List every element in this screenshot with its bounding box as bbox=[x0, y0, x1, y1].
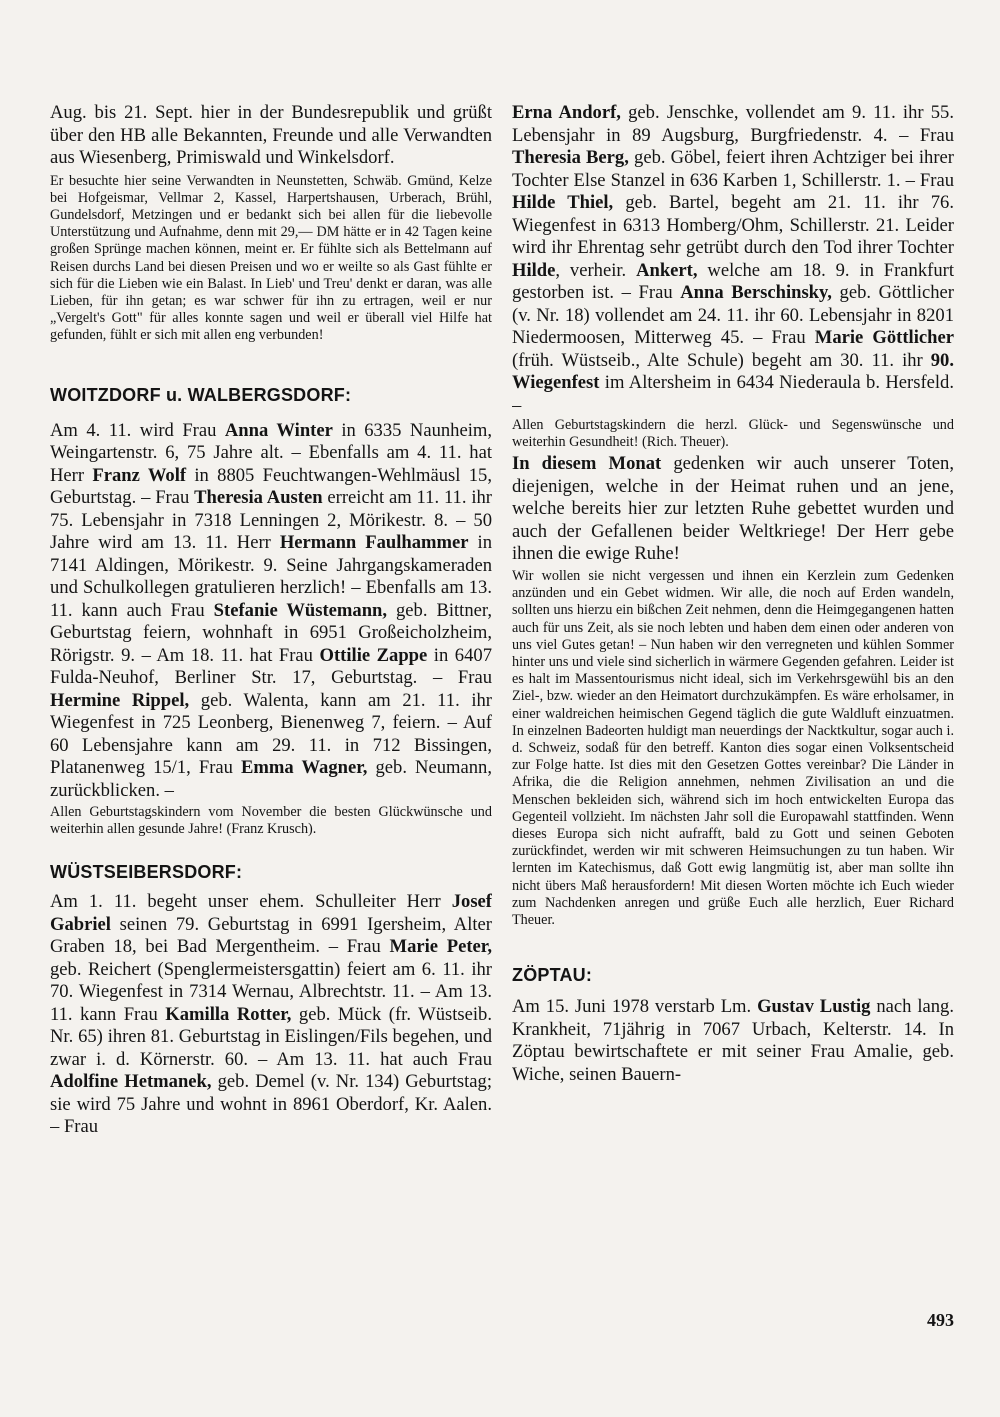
section-heading-woitzdorf: WOITZDORF u. WALBERGSDORF: bbox=[50, 384, 352, 405]
paragraph-continued-birthdays: Erna Andorf, geb. Jenschke, vollendet am 9. 11. ihr 55. Lebensjahr in 89 Augsburg, Burgfriedenstr. 4. – Frau Theresia Berg, geb. Göbel, feiert ihren Achtziger bei ihrer Tochter Else Stanzel in 636 Karben 1, Schillerstr. 1. – Frau Hilde Thiel, geb. Bartel, begeht am 21. 11. ihr 76. Wiegenfest in 6313 Homberg/Ohm, Schillerstr. 21. Leider wird ihr Ehrentag sehr getrübt durch den Tod ihrer Tochter Hilde, verheir. Ankert, welche am 18. 9. in Frankfurt gestorben ist. – Frau Anna Berschinsky, geb. Göttlicher (v. Nr. 18) vollendet am 24. 11. ihr 60. Lebensjahr in 8201 Niedermoosen, Mitterweg 45. – Frau Marie Göttlicher (früh. Wüstseib., Alte Schule) begeht am 30. 11. ihr 90. Wiegenfest im Altersheim in 6434 Niederaula b. Hersfeld. – bbox=[512, 102, 954, 416]
paragraph-woitzdorf-birthdays: Am 4. 11. wird Frau Anna Winter in 6335 Naunheim, Weingartenstr. 6, 75 Jahre alt. – Ebenfalls am 4. 11. hat Herr Franz Wolf in 8805 Feuchtwangen-Wehlmäusl 15, Geburtstag. – Frau Theresia Austen erreicht am 11. 11. ihr 75. Lebensjahr in 7318 Lenningen 2, Mörikestr. 8. – 50 Jahre wird am 13. 11. Herr Hermann Faulhammer in 7141 Aldingen, Mörikestr. 9. Seine Jahrgangskameraden und Schulkollegen gratulieren herzlich! – Ebenfalls am 13. 11. kann auch Frau Stefanie Wüstemann, geb. Bittner, Geburtstag feiern, wohnhaft in 6951 Großeicholzheim, Rörigstr. 9. – Am 18. 11. hat Frau Ottilie Zappe in 6407 Fulda-Neuhof, Berliner Str. 17, Geburtstag. – Frau Hermine Rippel, geb. Walenta, kann am 21. 11. ihr Wiegenfest in 725 Leonberg, Bienenweg 7, feiern. – Auf 60 Lebensjahre kann am 29. 11. in 712 Bissingen, Platanenweg 15/1, Frau Emma Wagner, geb. Neumann, zurückblicken. – bbox=[50, 419, 492, 801]
paragraph-visit: Er besuchte hier seine Verwandten in Neunstetten, Schwäb. Gmünd, Kelze bei Hofgeismar, Vellmar 2, Kassel, Harpertshausen, Urberach, Brühl, Gundelsdorf, Metzingen und er bedankt sich bei allen für die liebevolle Unterstützung und Aufnahme, denn mit 29,— DM hätte er in 42 Tagen keine großen Sprünge machen können, meint er. Er fühlte sich als Bettelmann auf Reisen durchs Land bei diesen Preisen und wo er weilte so als Gast fühlte er sich für die Lieben wie ein Balast. In Lieb' und Treu' denkt er daran, was alle Lieben, für ihn getan; es war schwer für ihn zu ertragen, weil er nur „Vergelt's Gott" für alles konnte sagen und weil er überall viel Hilfe hat gefunden, fühlt er sich mit allen eng verbunden! bbox=[50, 172, 492, 344]
emphasis: In diesem Monat bbox=[512, 453, 662, 475]
paragraph-woitzdorf-greeting: Allen Geburtstagskindern vom November die besten Glückwünsche und weiterhin allen gesunde Jahre! (Franz Krusch). bbox=[50, 804, 492, 838]
paragraph-reflection: Wir wollen sie nicht vergessen und ihnen ein Kerzlein zum Gedenken anzünden und ein Gebet widmen. Wir alle, die noch auf Erden wandeln, sollten uns hierzu ein bißchen Zeit nehmen, denn die Heimgegangenen hatten auch für uns Zeit, als sie noch lebten und haben dem einen oder anderen von uns viel Gutes getan! – Nun haben wir den verregneten und kühlen Sommer hinter uns und viele sind sicherlich in wärmere Gegenden gefahren. Leider ist es halt im Massentourismus nicht ideal, sich im Verkehrsgewühl bis an den Ziel-, bzw. wieder an den Heimatort durchzukämpfen. Es wäre erholsamer, in einer waldreichen heimischen Gegend täglich die gute Waldluft einzuatmen. In einzelnen Badeorten huldigt man neuerdings der Nacktkultur, sogar auch i. d. Schweiz, sodaß für den betreff. Kanton dies sogar einen Volksentscheid zur Folge hatte. Ist dies mit den Gesetzen Gottes vereinbar? Die Länder in Afrika, die die Religion annehmen, nehmen Zivilisation an und die Menschen bekleiden sich, während sich im hoch entwickelten Europa das Gegenteil vollzieht. Im nächsten Jahr soll die Europawahl stattfinden. Wenn dieses Europa sich nicht aufrafft, bald zu Gott und seinen Geboten zurückfindet, werden wir mit schweren Heimsuchungen zu tun haben. Wir lernten im Katechismus, daß Gott ewig langmütig ist, aber man sollte ihn nicht übers Maß herausfordern! Mit diesen Worten möchte ich Euch wieder zum Nachdenken anregen und grüße Euch alle herzlich, Euer Richard Theuer. bbox=[512, 567, 954, 928]
paragraph-remembrance: In diesem Monat gedenken wir auch unserer Toten, diejenigen, welche in der Heimat ruhen und an jene, welche bereits hier zur letzten Ruhe gebettet wurden und auch der Gefallenen beider Weltkriege! Der Herr gebe ihnen die ewige Ruhe! bbox=[512, 453, 954, 565]
person-name: Anna Berschinsky, bbox=[680, 282, 832, 303]
person-name: Anna Winter bbox=[224, 419, 333, 441]
person-name: Adolfine Hetmanek, bbox=[50, 1071, 212, 1093]
person-name: Hermine Rippel, bbox=[50, 689, 190, 711]
person-name: Emma Wagner, bbox=[241, 757, 368, 779]
paragraph-wuestseibersdorf-birthdays: Am 1. 11. begeht unser ehem. Schulleiter Herr Josef Gabriel seinen 79. Geburtstag in 6991 Igersheim, Alter Graben 18, bei Bad Mergentheim. – Frau Marie Peter, geb. Reichert (Spenglermeistersgattin) feiert am 6. 11. ihr 70. Wiegenfest in 7314 Wernau, Albrechtstr. 11. – Am 13. 11. kann Frau Kamilla Rotter, geb. Mück (fr. Wüstseib. Nr. 65) ihren 81. Geburtstag in Eislingen/Fils begehen, und zwar i. d. Körnerstr. 60. – Am 13. 11. hat auch Frau Adolfine Hetmanek, geb. Demel (v. Nr. 134) Geburtstag; sie wird 75 Jahre und wohnt in 8961 Oberdorf, Kr. Aalen. – Frau bbox=[50, 891, 492, 1138]
person-name: Erna Andorf, bbox=[512, 102, 621, 123]
person-name: Franz Wolf bbox=[92, 464, 187, 486]
person-name: Hilde bbox=[512, 259, 556, 281]
person-name: Stefanie Wüstemann, bbox=[213, 599, 388, 621]
right-column bbox=[512, 102, 954, 1086]
person-name: Marie Peter, bbox=[389, 936, 492, 958]
emphasis: 90. Wiegenfest bbox=[512, 349, 954, 393]
person-name: Gustav Lustig bbox=[757, 996, 871, 1018]
section-heading-zoeptau: ZÖPTAU: bbox=[512, 965, 593, 986]
person-name: Josef Gabriel bbox=[50, 891, 492, 935]
paragraph-zoeptau-obituary: Am 15. Juni 1978 verstarb Lm. Gustav Lustig nach lang. Krankheit, 71jährig in 7067 Urbach, Kelterstr. 14. In Zöptau bewirtschaftete er mit seiner Frau Amalie, geb. Wiche, seinen Bauern- bbox=[512, 996, 954, 1085]
paragraph-birthday-greeting: Allen Geburtstagskindern die herzl. Glück- und Segenswünsche und weiterhin Gesundheit! (Rich. Theuer). bbox=[512, 417, 954, 451]
person-name: Ottilie Zappe bbox=[319, 644, 428, 666]
person-name: Theresia Berg, bbox=[512, 147, 629, 168]
page-number: 493 bbox=[927, 1310, 954, 1330]
person-name: Hilde Thiel, bbox=[512, 192, 614, 213]
person-name: Hermann Faulhammer bbox=[279, 532, 469, 554]
section-heading-wuestseibersdorf: WÜSTSEIBERSDORF: bbox=[50, 862, 243, 883]
person-name: Ankert, bbox=[636, 259, 698, 281]
person-name: Theresia Austen bbox=[194, 487, 323, 509]
person-name: Kamilla Rotter, bbox=[165, 1003, 292, 1025]
paragraph-intro: Aug. bis 21. Sept. hier in der Bundesrepublik und grüßt über den HB alle Bekannten, Freunde und alle Verwandten aus Wiesenberg, Primiswald und Winkelsdorf. bbox=[50, 102, 492, 168]
person-name: Marie Göttlicher bbox=[814, 327, 954, 348]
left-column bbox=[50, 102, 492, 1139]
